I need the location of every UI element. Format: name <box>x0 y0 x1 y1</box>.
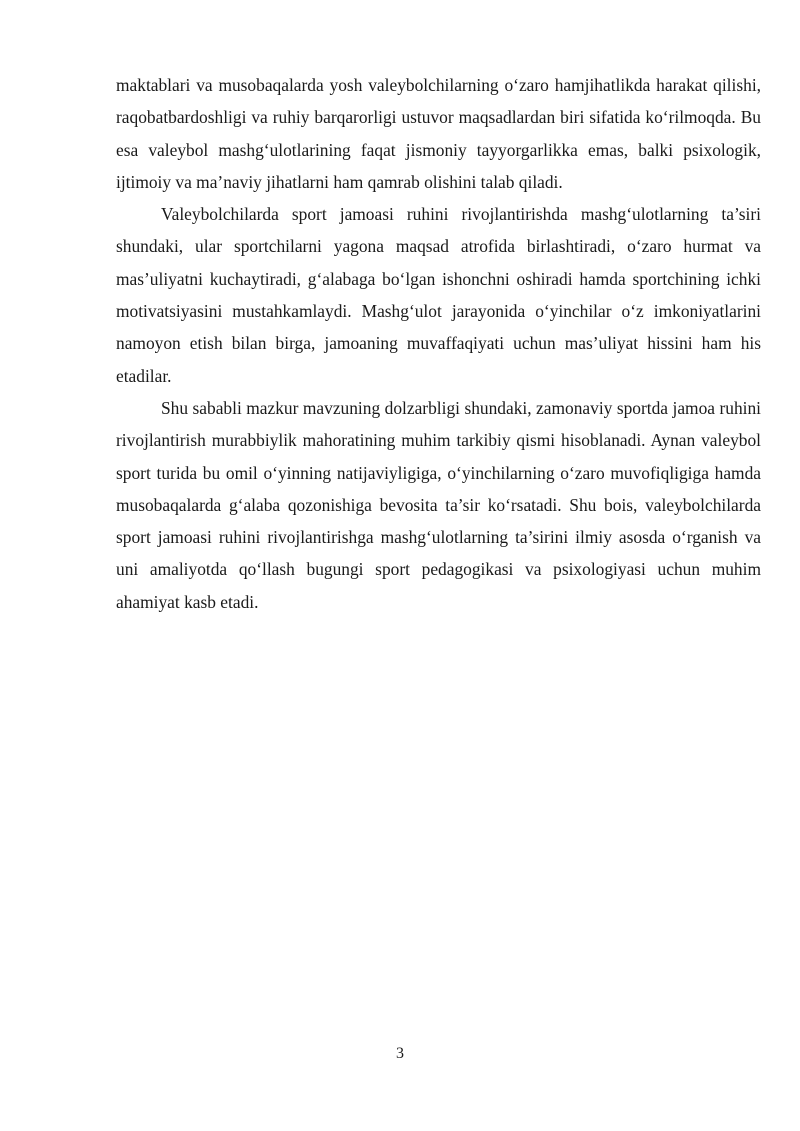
paragraph-team-spirit-influence: Valeybolchilarda sport jamoasi ruhini rivojlantirishda mashg‘ulotlarning ta’siri shundaki, ular sportchilarni yagona maqsad atrofida birlashtiradi, o‘zaro hurmat va mas’uliyatni kuchaytiradi, g‘alabaga bo‘lgan ishonchni oshiradi hamda sportchining ichki motivatsiyasini mustahkamlaydi. Mashg‘ulot jarayonida o‘yinchilar o‘z imkoniyatlarini namoyon etish bilan birga, jamoaning muvaffaqiyati uchun mas’uliyat hissini ham his etadilar. <box>116 204 761 386</box>
body-text <box>116 69 761 618</box>
paragraph-continuation: maktablari va musobaqalarda yosh valeybolchilarning o‘zaro hamjihatlikda harakat qilishi, raqobatbardoshligi va ruhiy barqarorligi ustuvor maqsadlardan biri sifatida ko‘rilmoqda. Bu esa valeybol mashg‘ulotlarining faqat jismoniy tayyorgarlikka emas, balki psixologik, ijtimoiy va ma’naviy jihatlarni ham qamrab olishini talab qiladi. <box>116 75 761 192</box>
paragraph-topic-relevance: Shu sababli mazkur mavzuning dolzarbligi shundaki, zamonaviy sportda jamoa ruhini rivojlantirish murabbiylik mahoratining muhim tarkibiy qismi hisoblanadi. Aynan valeybol sport turida bu omil o‘yinning natijaviyligiga, o‘yinchilarning o‘zaro muvofiqligiga hamda musobaqalarda g‘alaba qozonishiga bevosita ta’sir ko‘rsatadi. Shu bois, valeybolchilarda sport jamoasi ruhini rivojlantirishga mashg‘ulotlarning ta’sirini ilmiy asosda o‘rganish va uni amaliyotda qo‘llash bugungi sport pedagogikasi va psixologiyasi uchun muhim ahamiyat kasb etadi. <box>116 397 761 612</box>
page-number: 3 <box>396 1045 404 1062</box>
